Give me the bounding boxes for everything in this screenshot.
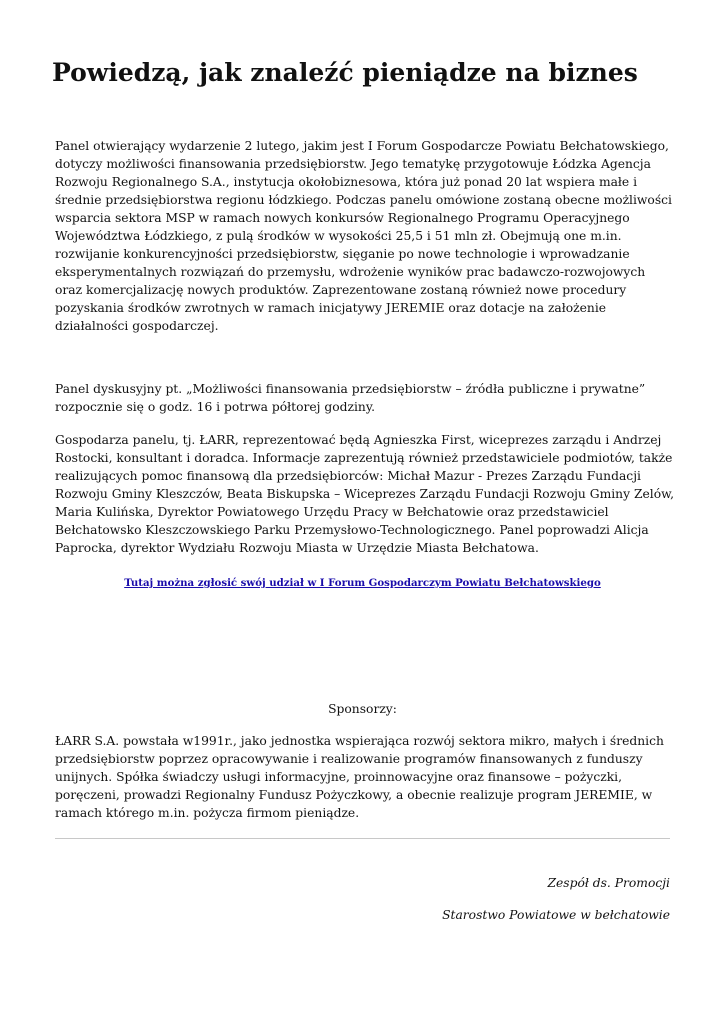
intro-paragraph: Panel otwierający wydarzenie 2 lutego, jakim jest I Forum Gospodarcze Powiatu Bełchatowskiego, dotyczy możliwości finansowania przedsiębiorstw. Jego tematykę przygotowuje Łódzka Agencja Rozwoju Regionalnego S.A., instytucja okołobiznesowa, która już ponad 20 lat wspiera małe i średnie przedsiębiorstwa regionu łódzkiego. Podczas panelu omówione zostaną obecne możliwości wsparcia sektora MSP w ramach nowych konkursów Regionalnego Programu Operacyjnego Województwa Łódzkiego, z pulą środków w wysokości 25,5 i 51 mln zł. Obejmują one m.in. rozwijanie konkurencyjności przedsiębiorstw, sięganie po nowe technologie i wprowadzanie eksperymentalnych rozwiązań do przemysłu, wdrożenie wyników prac badawczo-rozwojowych oraz komercjalizację nowych produktów. Zaprezentowane zostaną również nowe procedury pozyskania środków zwrotnych w ramach inicjatywy JEREMIE oraz dotacje na założenie działalności gospodarczej.	[55, 139, 672, 333]
sponsors-heading: Sponsorzy:	[328, 702, 397, 716]
article-title: Powiedzą, jak znaleźć pieniądze na biznes	[52, 58, 638, 87]
sponsor-paragraph: ŁARR S.A. powstała w1991r., jako jednostka wspierająca rozwój sektora mikro, małych i średnich przedsiębiorstw poprzez opracowywanie i realizowanie programów finansowanych z funduszy unijnych. Spółka świadczy usługi informacyjne, proinnowacyjne oraz finansowe – pożyczki, poręczeni, prowadzi Regionalny Fundusz Pożyczkowy, a obecnie realizuje program JEREMIE, w ramach którego m.in. pożycza firmom pieniądze.	[55, 734, 664, 820]
divider-line	[55, 838, 670, 839]
signature-team: Zespół ds. Promocji	[547, 876, 670, 890]
registration-link-wrapper	[0, 571, 725, 590]
panel-hosts-paragraph: Gospodarza panelu, tj. ŁARR, reprezentować będą Agnieszka First, wiceprezes zarządu i Andrzej Rostocki, konsultant i doradca. Informacje zaprezentują również przedstawiciele podmiotów, także realizujących pomoc finansową dla przedsiębiorców: Michał Mazur - Prezes Zarządu Fundacji Rozwoju Gminy Kleszczów, Beata Biskupska – Wiceprezes Zarządu Fundacji Rozwoju Gminy Zelów, Maria Kulińska, Dyrektor Powiatowego Urzędu Pracy w Bełchatowie oraz przedstawiciel Bełchatowsko Kleszczowskiego Parku Przemysłowo-Technologicznego. Panel poprowadzi Alicja Paprocka, dyrektor Wydziału Rozwoju Miasta w Urzędzie Miasta Bełchatowa.	[55, 433, 675, 555]
signature-office: Starostwo Powiatowe w bełchatowie	[442, 908, 670, 922]
registration-link[interactable]: Tutaj można zgłosić swój udział w I Forum Gospodarczym Powiatu Bełchatowskiego	[124, 577, 601, 589]
panel-time-paragraph: Panel dyskusyjny pt. „Możliwości finansowania przedsiębiorstw – źródła publiczne i prywatne” rozpocznie się o godz. 16 i potrwa półtorej godziny.	[55, 382, 646, 414]
